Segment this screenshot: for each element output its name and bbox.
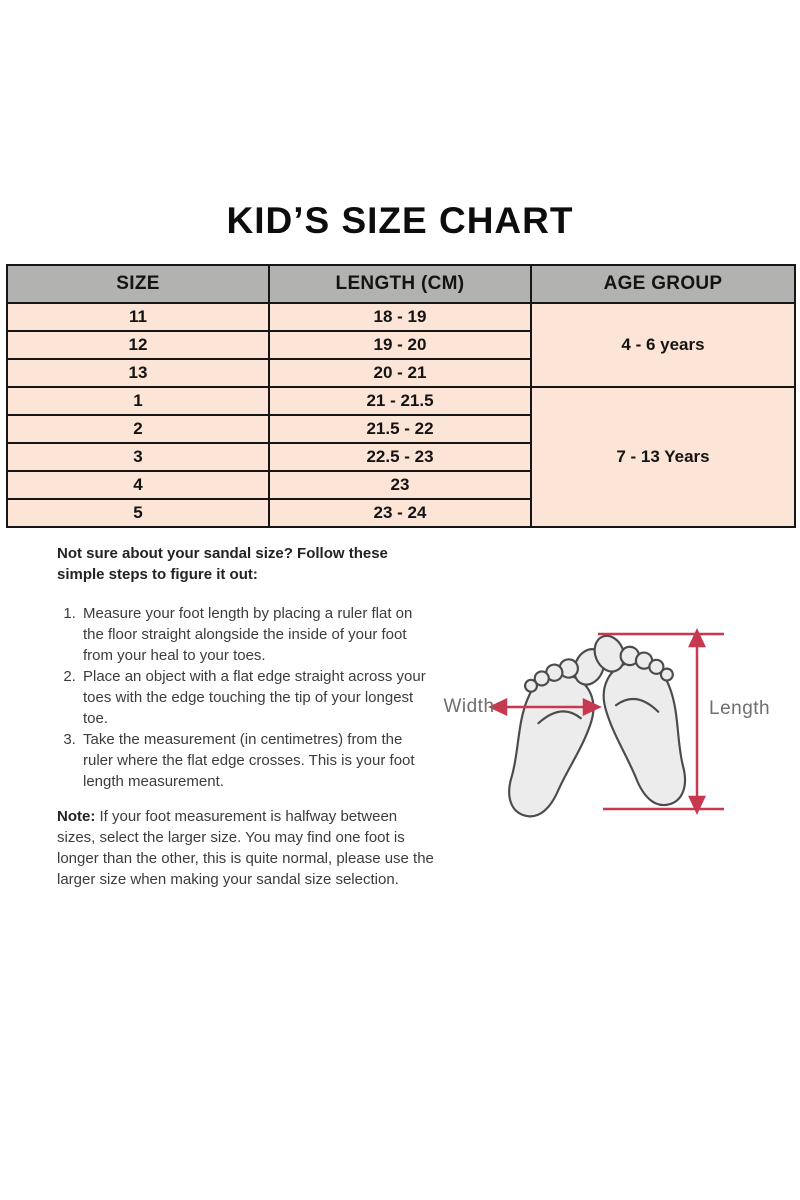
length-cell: 21 - 21.5 — [269, 387, 531, 415]
column-header-age-group: AGE GROUP — [531, 265, 795, 303]
age-group-cell: 4 - 6 years — [531, 303, 795, 387]
sizing-note — [57, 806, 435, 890]
length-cell: 19 - 20 — [269, 331, 531, 359]
width-label: Width — [443, 696, 495, 717]
instructions-heading: Not sure about your sandal size? Follow these simple steps to figure it out: — [57, 545, 388, 583]
column-header-size: SIZE — [7, 265, 269, 303]
note-text: If your foot measurement is halfway between sizes, select the larger size. You may find one foot is longer than the other, this is quite normal, please use the larger size when making your sandal size selection. — [57, 808, 434, 888]
size-cell: 1 — [7, 387, 269, 415]
table-row — [7, 303, 795, 331]
feet-illustration — [430, 590, 790, 850]
size-cell: 2 — [7, 415, 269, 443]
age-group-cell: 7 - 13 Years — [531, 387, 795, 527]
size-cell: 5 — [7, 499, 269, 527]
page-title: KID’S SIZE CHART — [226, 200, 574, 241]
length-cell: 23 — [269, 471, 531, 499]
size-cell: 11 — [7, 303, 269, 331]
sizing-instructions — [57, 543, 435, 905]
instructions-steps-list — [57, 603, 435, 792]
length-label: Length — [709, 698, 771, 719]
length-cell: 20 - 21 — [269, 359, 531, 387]
size-cell: 4 — [7, 471, 269, 499]
foot-measurement-diagram — [430, 590, 790, 850]
table-row — [7, 387, 795, 415]
size-cell: 3 — [7, 443, 269, 471]
step-item: 3. Take the measurement (in centimetres) from the ruler where the flat edge crosses. This is your foot length measurement. — [80, 729, 435, 792]
size-cell: 13 — [7, 359, 269, 387]
right-foot-outline — [589, 622, 700, 814]
size-cell: 12 — [7, 331, 269, 359]
note-label: Note: — [57, 808, 96, 825]
length-cell: 21.5 - 22 — [269, 415, 531, 443]
table-header-row — [7, 265, 795, 303]
size-chart-table — [6, 264, 796, 528]
length-cell: 22.5 - 23 — [269, 443, 531, 471]
column-header-length: LENGTH (CM) — [269, 265, 531, 303]
length-cell: 18 - 19 — [269, 303, 531, 331]
step-item: 1. Measure your foot length by placing a ruler flat on the floor straight alongside the inside of your foot from your heal to your toes. — [80, 603, 435, 666]
step-item: 2. Place an object with a flat edge straight across your toes with the edge touching the tip of your longest toe. — [80, 666, 435, 729]
length-cell: 23 - 24 — [269, 499, 531, 527]
left-foot-outline — [494, 633, 610, 826]
